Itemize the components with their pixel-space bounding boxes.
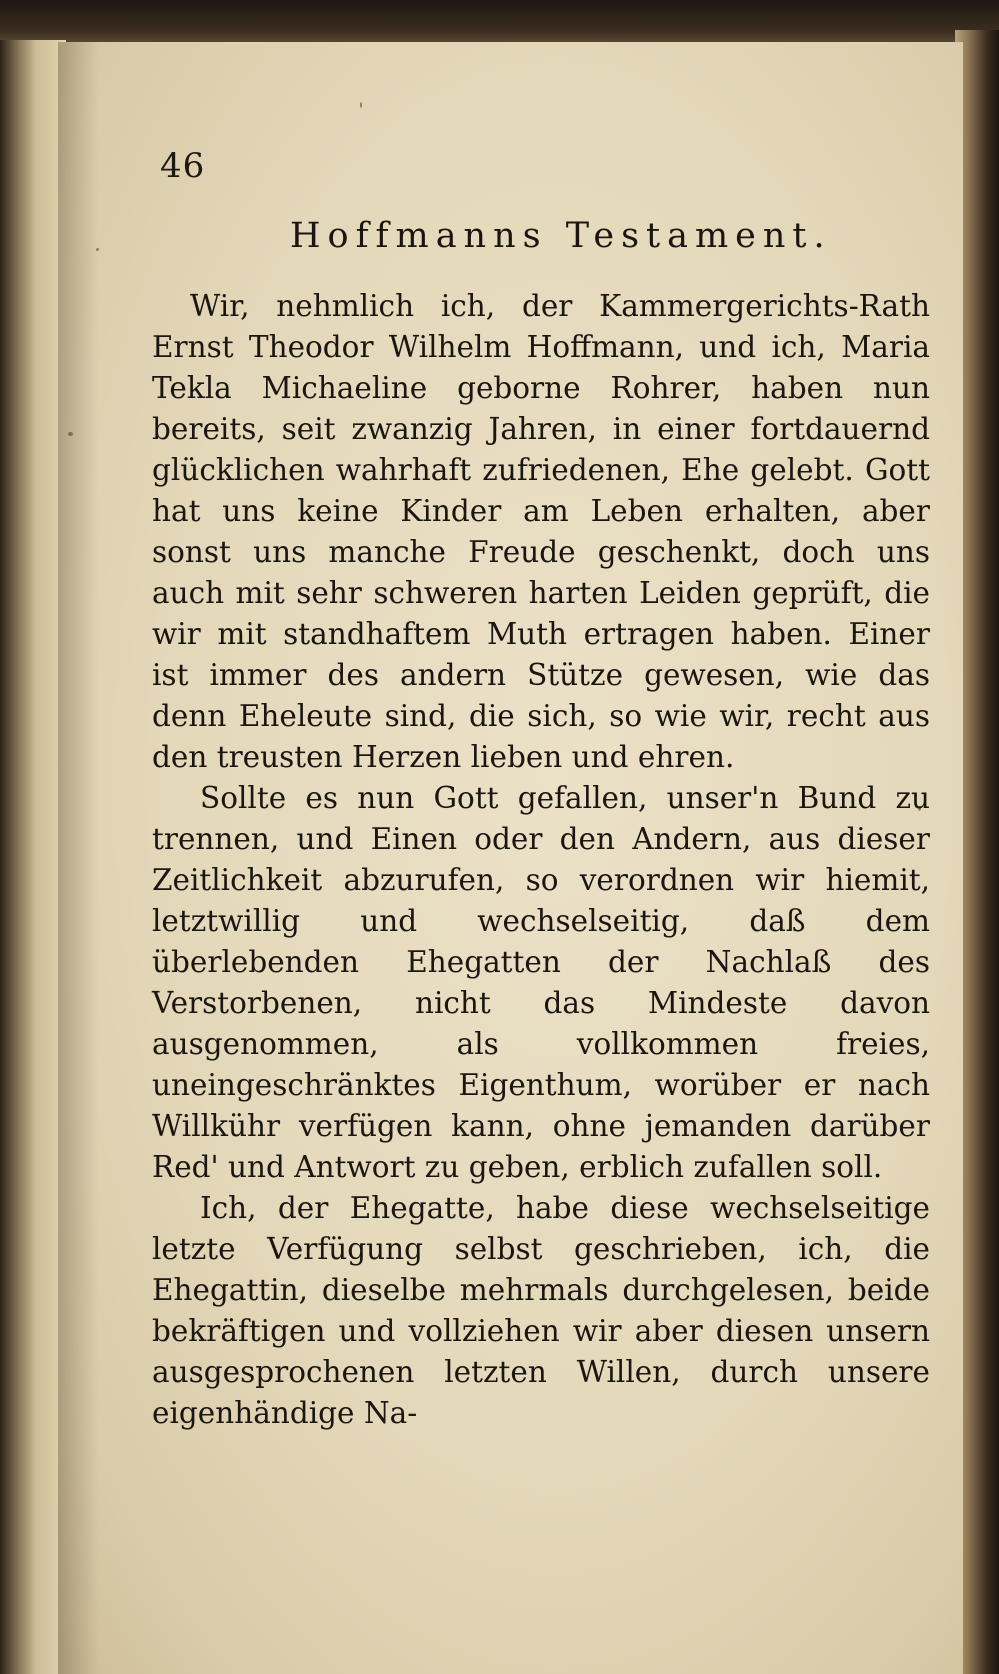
paragraph: Sollte es nun Gott gefallen, unser'n Bund zu trennen, und Einen oder den Andern, aus dieser Zeitlichkeit abzurufen, so verordnen wir hiemit, letztwillig und wechselseitig, daß dem überlebenden Ehegatten der Nachlaß des Verstorbenen, nicht das Mindeste davon ausgenommen, als vollkommen freies, uneingeschränktes Eigenthum, worüber er nach Willkühr verfügen kann, ohne jemanden darüber Red' und Antwort zu geben, erblich zufallen soll. xyxy=(152,781,930,1184)
body-text xyxy=(152,286,930,1434)
paragraph: Wir, nehmlich ich, der Kammergerichts-Rath Ernst Theodor Wilhelm Hoffmann, und ich, Maria Tekla Michaeline geborne Rohrer, haben nun bereits, seit zwanzig Jahren, in einer fortdauernd glücklichen wahrhaft zufriedenen, Ehe gelebt. Gott hat uns keine Kinder am Leben erhalten, aber sonst uns manche Freude geschenkt, doch uns auch mit sehr schweren harten Leiden geprüft, die wir mit standhaftem Muth ertragen haben. Einer ist immer des andern Stütze gewesen, wie das denn Eheleute sind, die sich, so wie wir, recht aus den treusten Herzen lieben und ehren. xyxy=(152,289,930,774)
page-title: Hoffmanns Testament. xyxy=(290,216,832,256)
paper-speck xyxy=(96,248,99,251)
left-page-edges xyxy=(0,40,66,1674)
paragraph: Ich, der Ehegatte, habe diese wechselseitige letzte Verfügung selbst geschrieben, ich, die Ehegattin, dieselbe mehrmals durchgelesen, beide bekräftigen und vollziehen wir aber diesen unsern ausgesprochenen letzten Willen, durch unsere eigenhändige Na- xyxy=(152,1191,930,1430)
paper-speck xyxy=(360,102,362,108)
page-fold-shadow xyxy=(58,42,98,1674)
paper-speck xyxy=(68,432,73,436)
page-number: 46 xyxy=(160,146,206,186)
